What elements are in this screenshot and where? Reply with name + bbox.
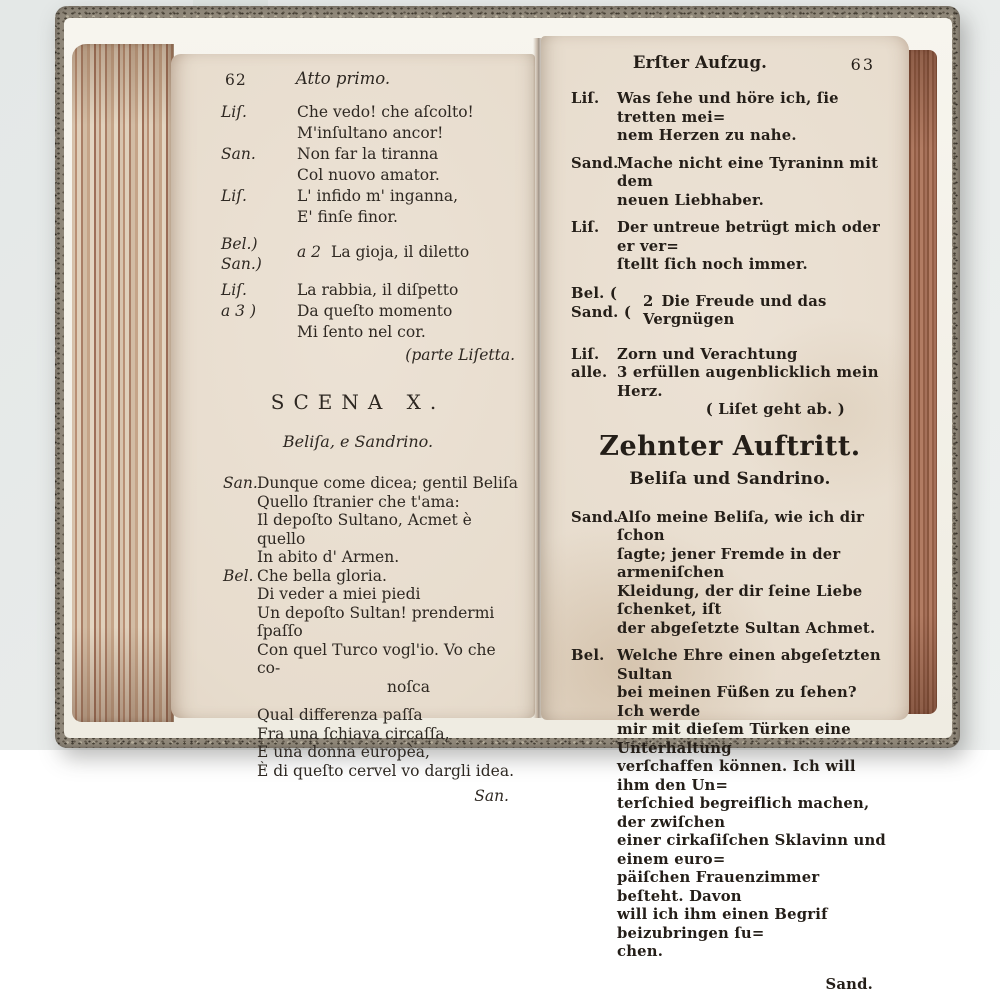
verse-line: E una donna europèa,	[197, 743, 519, 762]
right-running-title: Erſter Aufzug.	[571, 54, 829, 73]
stage-direction: (parte Liſetta.	[197, 345, 519, 366]
dialogue-paragraph: Liſ. Der untreue betrügt mich oder er ver= ſtellt ſich noch immer.	[571, 219, 889, 275]
verse-line: Fra una ſchiava circaſſa,	[197, 725, 519, 744]
dialogue-paragraph: Bel. Welche Ehre einen abgeſetzten Sultan bei meinen Füßen zu ſehen? Ich werde mir mit dieſem Türken eine Unterhaltung verſchaffen können. Ich will ihm den Un= terſchied begreiflich machen, der zwiſchen einer cirkaſiſchen Sklavinn und einem euro= päiſchen Frauenzimmer beſteht. Davon will ich ihm einen Begrif beizubringen ſu= chen.	[571, 647, 889, 962]
left-page-fore-edge	[72, 44, 174, 722]
scene-heading: Zehnter Auftritt.	[571, 438, 889, 457]
dialogue-line: E' finſe finor.	[197, 207, 519, 228]
speaker-label: Liſ.	[571, 346, 599, 365]
dialogue-line: Col nuovo amator.	[197, 165, 519, 186]
verse-line: Quello ſtranier che t'ama:	[197, 493, 519, 512]
dialogue-line: Liſ. L' infido m' inganna,	[197, 186, 519, 207]
duet-speakers: Bel. ( Sand. (	[571, 284, 631, 322]
dialogue-line	[197, 102, 519, 123]
dialogue-line: a 3 ) Da queſto momento	[197, 301, 519, 322]
speaker-label: Sand.	[571, 509, 619, 528]
duet-text-line: 2 Die Freude und das Vergnügen	[643, 284, 889, 330]
dialogue-line: Mi ſento nel cor.	[197, 322, 519, 343]
speaker-label: alle.	[571, 364, 607, 383]
right-page-text	[571, 54, 889, 994]
speaker-label: Liſ.	[221, 186, 247, 207]
speaker-label: Sand.	[571, 155, 619, 174]
speaker-label: Bel.	[223, 567, 253, 586]
stage-direction: ( Liſet geht ab. )	[571, 401, 889, 420]
dialogue-line: Liſ. La rabbia, il diſpetto	[197, 280, 519, 301]
verse-line: Bel. Che bella gloria.	[197, 567, 519, 586]
verse-line: Un depoſto Sultan! prendermi ſpaſſo	[197, 604, 519, 641]
speaker-label: Liſ.	[221, 102, 247, 123]
dialogue-paragraph: Liſ. Was ſehe und höre ich, ſie tretten mei= nem Herzen zu nahe.	[571, 90, 889, 146]
catchword: San.	[197, 786, 519, 807]
verse-line: In abito d' Armen.	[197, 548, 519, 567]
dialogue-text: Che vedo! che aſcolto!	[297, 103, 474, 121]
left-page-header	[197, 68, 519, 98]
verse-line: Con quel Turco vogl'io. Vo che co-	[197, 641, 519, 678]
right-page-number: 63	[851, 56, 875, 75]
scene-cast: Beliſa und Sandrino.	[571, 470, 889, 489]
a3-marker: a 3 )	[221, 301, 256, 322]
dialogue-paragraph: Sand. Alſo meine Beliſa, wie ich dir ſchon ſagte; jener Fremde in der armeniſchen Kleidung, der dir ſeine Liebe ſchenket, iſt der abgeſetzte Sultan Achmet.	[571, 509, 889, 639]
open-book	[55, 6, 960, 748]
dialogue-line: Liſ. Zorn und Verachtung	[571, 346, 889, 365]
duet-text-line: a 2 La gioja, il diletto	[297, 234, 519, 263]
left-running-title: Atto primo.	[197, 68, 489, 89]
verse-line: È di queſto cervel vo dargli idea.	[197, 762, 519, 781]
dialogue-line: San. Non far la tiranna	[197, 144, 519, 165]
speaker-label: San.	[221, 144, 256, 165]
dialogue-line: M'inſultano ancor!	[197, 123, 519, 144]
verse-line: Il depoſto Sultano, Acmet è quello	[197, 511, 519, 548]
speaker-label: Liſ.	[571, 90, 599, 109]
right-page	[541, 36, 909, 720]
left-page-text	[197, 68, 519, 807]
speaker-label: Liſ.	[571, 219, 599, 238]
verse-line: San. Dunque come dicea; gentil Beliſa	[197, 474, 519, 493]
duet-group	[571, 284, 889, 330]
a2-marker: 2	[643, 293, 654, 310]
left-page-number: 62	[225, 70, 247, 91]
duet-speakers: Bel.) San.)	[221, 234, 262, 274]
right-page-header	[571, 54, 889, 82]
duet-group	[197, 234, 519, 276]
right-page-fore-edge	[907, 50, 937, 714]
verse-line: noſca	[197, 678, 519, 697]
catchword: Sand.	[571, 976, 889, 994]
speaker-label: San.	[223, 474, 258, 493]
a2-marker: a 2	[297, 243, 321, 261]
scene-cast: Beliſa, e Sandrino.	[197, 431, 519, 452]
verse-line: Qual differenza paſſa	[197, 706, 519, 725]
verse-line: Di veder a miei piedi	[197, 585, 519, 604]
speaker-label: Bel.	[571, 647, 605, 666]
scene-heading: SCENA X.	[197, 392, 519, 413]
speaker-label: Liſ.	[221, 280, 247, 301]
dialogue-line: alle. 3 erfüllen augenblicklich mein Herz.	[571, 364, 889, 401]
dialogue-paragraph: Sand. Mache nicht eine Tyraninn mit dem neuen Liebhaber.	[571, 155, 889, 211]
left-page	[171, 54, 535, 718]
